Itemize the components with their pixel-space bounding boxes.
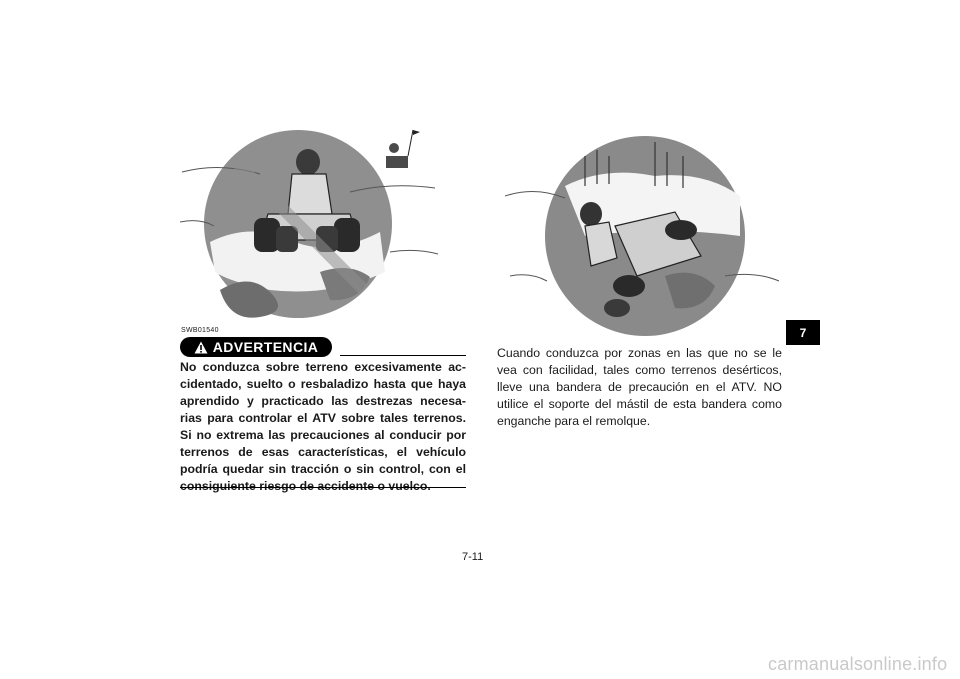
warning-line: terrenos de esas características, el vehículo <box>180 445 466 459</box>
body-line: Cuando conduzca por zonas en las que no se le <box>497 346 782 360</box>
body-paragraph <box>497 345 782 430</box>
body-line: utilice el soporte del mástil de esta bandera como <box>497 397 782 411</box>
warning-banner <box>180 337 332 357</box>
warning-line: rias para controlar el ATV sobre tales terrenos. <box>180 411 466 425</box>
warning-text <box>180 359 466 495</box>
rough-terrain-illustration <box>180 122 440 342</box>
warning-bottom-rule <box>180 487 466 488</box>
warning-top-rule <box>340 355 466 356</box>
watermark: carmanualsonline.info <box>768 654 948 674</box>
chapter-tab: 7 <box>786 320 820 345</box>
warning-label: ADVERTENCIA <box>212 339 319 355</box>
overturned-atv-illustration <box>505 126 780 341</box>
warning-code: SWB01540 <box>181 327 219 334</box>
warning-line: aprendido y practicado las destrezas necesa- <box>180 394 466 408</box>
body-line: vea con facilidad, tales como terrenos desérticos, <box>497 363 782 377</box>
body-line: lleve una bandera de precaución en el ATV. NO <box>497 380 782 394</box>
body-line: enganche para el remolque. <box>497 414 651 428</box>
warning-line: No conduzca sobre terreno excesivamente ac- <box>180 360 466 374</box>
warning-triangle-icon <box>194 341 208 354</box>
warning-line: Si no extrema las precauciones al conducir por <box>180 428 466 442</box>
warning-line: consiguiente riesgo de accidente o vuelco. <box>180 479 431 493</box>
warning-line: cidentado, suelto o resbaladizo hasta que haya <box>180 377 466 391</box>
warning-line: podría quedar sin tracción o sin control, con el <box>180 462 466 476</box>
page-number: 7-11 <box>462 551 484 563</box>
